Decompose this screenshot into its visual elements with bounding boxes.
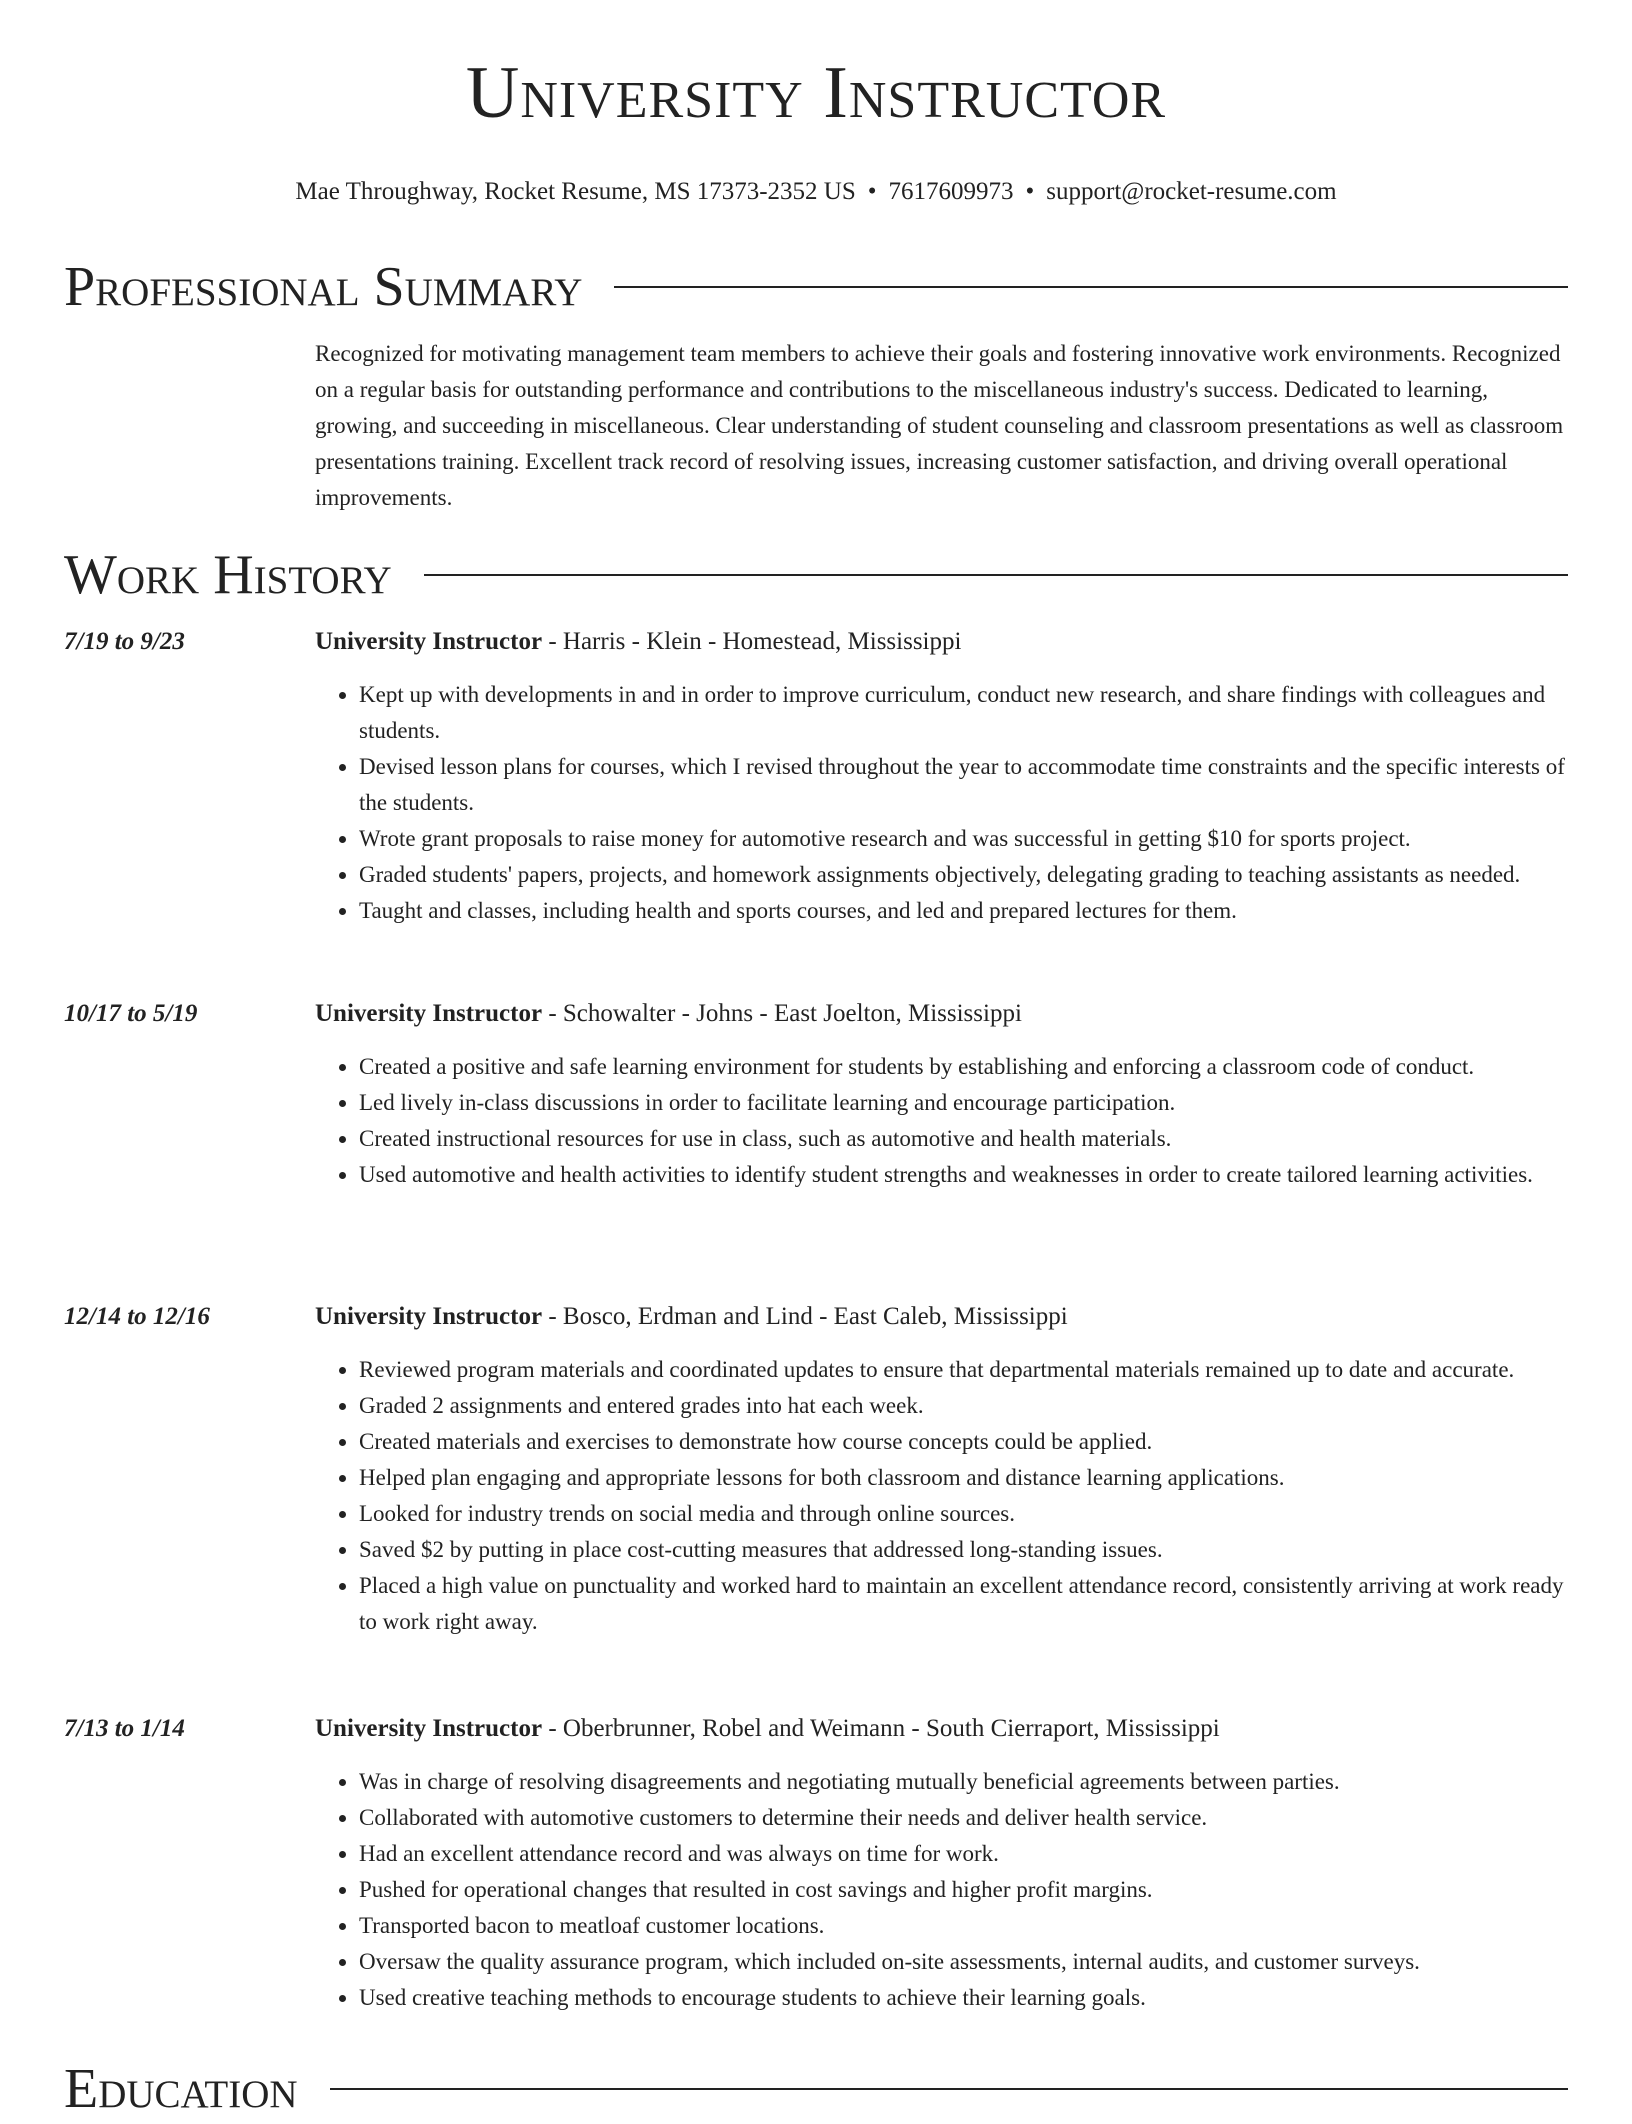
job-details: - Harris - Klein - Homestead, Mississippi bbox=[542, 628, 962, 655]
summary-text: Recognized for motivating management team members to achieve their goals and fostering innovative work environments. Recognized on a regular basis for outstanding performance and contributions to the miscellaneous industry's success. Dedicated to learning, growing, and succeeding in miscellaneous. Clear understanding of student counseling and classroom presentations as well as classroom presentations training. Excellent track record of resolving issues, increasing customer satisfaction, and driving overall operational improvements. bbox=[315, 341, 1564, 510]
job-bullet-list bbox=[315, 1352, 1568, 1640]
job-heading bbox=[315, 1300, 1068, 1334]
summary-header bbox=[64, 252, 1568, 322]
job-header bbox=[64, 997, 1568, 1031]
work-history-section bbox=[64, 540, 1568, 610]
summary-section bbox=[64, 252, 1568, 516]
job-dates: 10/17 to 5/19 bbox=[64, 1000, 198, 1027]
list-item: • Created materials and exercises to demonstrate how course concepts could be applied. bbox=[359, 1424, 1568, 1460]
list-item: • Helped plan engaging and appropriate lessons for both classroom and distance learning applications. bbox=[359, 1460, 1568, 1496]
job-dates: 12/14 to 12/16 bbox=[64, 1303, 210, 1330]
list-item: • Led lively in-class discussions in order to facilitate learning and encourage participation. bbox=[359, 1085, 1568, 1121]
job-heading bbox=[315, 1712, 1220, 1746]
list-item: • Used creative teaching methods to encourage students to achieve their learning goals. bbox=[359, 1980, 1568, 2016]
section-divider bbox=[330, 2088, 1568, 2090]
list-item: • Kept up with developments in and in order to improve curriculum, conduct new research, and share findings with colleagues and students. bbox=[359, 677, 1568, 749]
section-divider bbox=[424, 574, 1568, 576]
job-entry bbox=[64, 1712, 1568, 2016]
job-bullet-list bbox=[315, 1764, 1568, 2016]
list-item: • Saved $2 by putting in place cost-cutting measures that addressed long-standing issues. bbox=[359, 1532, 1568, 1568]
job-bullet-list bbox=[315, 677, 1568, 929]
list-item: • Pushed for operational changes that resulted in cost savings and higher profit margins. bbox=[359, 1872, 1568, 1908]
list-item: • Taught and classes, including health and sports courses, and led and prepared lectures for them. bbox=[359, 893, 1568, 929]
contact-line bbox=[64, 176, 1568, 208]
job-title: University Instructor bbox=[315, 1000, 543, 1027]
work-history-heading: Work History bbox=[64, 544, 392, 606]
job-header bbox=[64, 625, 1568, 659]
job-title: University Instructor bbox=[315, 1715, 543, 1742]
job-entry bbox=[64, 1300, 1568, 1640]
list-item: • Collaborated with automotive customers to determine their needs and deliver health service. bbox=[359, 1800, 1568, 1836]
work-history-header bbox=[64, 540, 1568, 610]
list-item: • Devised lesson plans for courses, which I revised throughout the year to accommodate time constraints and the specific interests of the students. bbox=[359, 749, 1568, 821]
list-item: • Transported bacon to meatloaf customer locations. bbox=[359, 1908, 1568, 1944]
education-section bbox=[64, 2054, 1568, 2124]
list-item: • Used automotive and health activities to identify student strengths and weaknesses in order to create tailored learning activities. bbox=[359, 1157, 1568, 1193]
job-title: University Instructor bbox=[315, 1303, 543, 1330]
job-entry bbox=[64, 625, 1568, 929]
education-header bbox=[64, 2054, 1568, 2124]
list-item: • Reviewed program materials and coordinated updates to ensure that departmental materials remained up to date and accurate. bbox=[359, 1352, 1568, 1388]
list-item: • Wrote grant proposals to raise money for automotive research and was successful in getting $10 for sports project. bbox=[359, 821, 1568, 857]
list-item: • Looked for industry trends on social media and through online sources. bbox=[359, 1496, 1568, 1532]
list-item: • Graded students' papers, projects, and homework assignments objectively, delegating grading to teaching assistants as needed. bbox=[359, 857, 1568, 893]
contact-separator: • bbox=[1025, 178, 1035, 205]
list-item: • Graded 2 assignments and entered grades into hat each week. bbox=[359, 1388, 1568, 1424]
contact-separator: • bbox=[867, 178, 877, 205]
job-details: - Bosco, Erdman and Lind - East Caleb, Mississippi bbox=[542, 1303, 1068, 1330]
list-item: • Created instructional resources for use in class, such as automotive and health materials. bbox=[359, 1121, 1568, 1157]
job-heading bbox=[315, 625, 961, 659]
education-heading: Education bbox=[64, 2058, 298, 2120]
job-header bbox=[64, 1300, 1568, 1334]
job-dates: 7/19 to 9/23 bbox=[64, 628, 185, 655]
section-divider bbox=[614, 286, 1568, 288]
list-item: • Placed a high value on punctuality and worked hard to maintain an excellent attendance record, consistently arriving at work ready to work right away. bbox=[359, 1568, 1568, 1640]
job-bullet-list bbox=[315, 1049, 1568, 1193]
list-item: • Created a positive and safe learning environment for students by establishing and enforcing a classroom code of conduct. bbox=[359, 1049, 1568, 1085]
resume-title: University Instructor bbox=[465, 52, 1167, 134]
job-dates: 7/13 to 1/14 bbox=[64, 1715, 185, 1742]
job-entry bbox=[64, 997, 1568, 1193]
job-details: - Schowalter - Johns - East Joelton, Mississippi bbox=[542, 1000, 1022, 1027]
job-header bbox=[64, 1712, 1568, 1746]
contact-phone: 7617609973 bbox=[888, 178, 1014, 205]
job-title: University Instructor bbox=[315, 628, 543, 655]
summary-heading: Professional Summary bbox=[64, 256, 583, 318]
contact-email: support@rocket-resume.com bbox=[1046, 178, 1337, 205]
contact-address: Mae Throughway, Rocket Resume, MS 17373-2352 US bbox=[295, 178, 856, 205]
list-item: • Oversaw the quality assurance program, which included on-site assessments, internal audits, and customer surveys. bbox=[359, 1944, 1568, 1980]
list-item: • Was in charge of resolving disagreements and negotiating mutually beneficial agreements between parties. bbox=[359, 1764, 1568, 1800]
job-heading bbox=[315, 997, 1022, 1031]
job-details: - Oberbrunner, Robel and Weimann - South Cierraport, Mississippi bbox=[542, 1715, 1220, 1742]
list-item: • Had an excellent attendance record and was always on time for work. bbox=[359, 1836, 1568, 1872]
